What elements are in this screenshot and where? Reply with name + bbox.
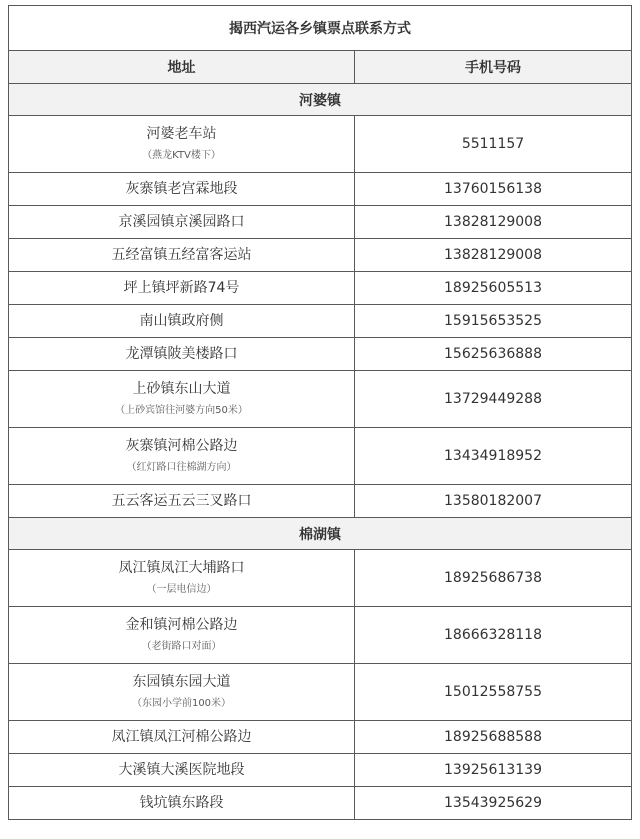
table-row [9, 428, 632, 485]
address-note: （老街路口对面） [141, 641, 222, 652]
address-cell [9, 754, 355, 787]
address-cell [9, 550, 355, 607]
section-header: 棉湖镇 [9, 518, 632, 550]
section-row [9, 84, 632, 116]
address-text: 京溪园镇京溪园路口 [118, 214, 245, 230]
phone-cell: 13580182007 [355, 485, 632, 518]
phone-cell: 13828129008 [355, 239, 632, 272]
address-note: （燕龙KTV楼下） [142, 150, 221, 161]
title-row [9, 6, 632, 51]
phone-cell: 13729449288 [355, 371, 632, 428]
table-row [9, 550, 632, 607]
phone-cell: 15915653525 [355, 305, 632, 338]
phone-cell: 13434918952 [355, 428, 632, 485]
table-row [9, 371, 632, 428]
address-note: （东园小学前100米） [131, 698, 232, 709]
address-cell [9, 272, 355, 305]
table-row [9, 338, 632, 371]
phone-cell: 13760156138 [355, 173, 632, 206]
table-row [9, 485, 632, 518]
address-text: 上砂镇东山大道 [132, 381, 231, 397]
phone-column-header: 手机号码 [355, 51, 632, 84]
phone-cell: 15012558755 [355, 664, 632, 721]
address-text: 东园镇东园大道 [132, 674, 231, 690]
address-note: （红灯路口往棉湖方向） [126, 462, 237, 473]
address-cell [9, 338, 355, 371]
address-text: 灰寨镇河棉公路边 [125, 438, 238, 454]
address-text: 南山镇政府侧 [139, 313, 224, 329]
contact-table-body [9, 6, 632, 820]
section-row [9, 518, 632, 550]
address-text: 大溪镇大溪医院地段 [118, 762, 245, 778]
table-row [9, 607, 632, 664]
phone-cell: 18925688588 [355, 721, 632, 754]
address-text: 河婆老车站 [146, 126, 217, 142]
address-cell [9, 305, 355, 338]
address-text: 坪上镇坪新路74号 [123, 280, 240, 296]
table-row [9, 173, 632, 206]
address-cell [9, 664, 355, 721]
phone-cell: 18925686738 [355, 550, 632, 607]
table-title: 揭西汽运各乡镇票点联系方式 [9, 6, 632, 51]
phone-cell: 18666328118 [355, 607, 632, 664]
table-row [9, 239, 632, 272]
address-cell [9, 485, 355, 518]
address-text: 金和镇河棉公路边 [125, 617, 238, 633]
table-row [9, 116, 632, 173]
phone-cell: 15625636888 [355, 338, 632, 371]
address-cell [9, 428, 355, 485]
phone-cell: 13925613139 [355, 754, 632, 787]
address-cell [9, 607, 355, 664]
table-row [9, 721, 632, 754]
address-cell [9, 206, 355, 239]
address-text: 龙潭镇陂美楼路口 [125, 346, 238, 362]
contact-table [8, 5, 632, 820]
address-column-header: 地址 [9, 51, 355, 84]
header-row [9, 51, 632, 84]
table-row [9, 787, 632, 820]
address-text: 五云客运五云三叉路口 [111, 493, 252, 509]
phone-cell: 5511157 [355, 116, 632, 173]
address-text: 凤江镇凤江大埔路口 [118, 560, 245, 576]
phone-cell: 13828129008 [355, 206, 632, 239]
table-row [9, 272, 632, 305]
address-note: （上砂宾馆往河婆方向50米） [115, 405, 248, 416]
address-cell [9, 371, 355, 428]
address-cell [9, 173, 355, 206]
table-row [9, 305, 632, 338]
table-row [9, 754, 632, 787]
address-cell [9, 239, 355, 272]
address-text: 五经富镇五经富客运站 [111, 247, 252, 263]
table-row [9, 664, 632, 721]
address-text: 灰寨镇老宫霖地段 [125, 181, 238, 197]
address-cell [9, 721, 355, 754]
address-text: 凤江镇凤江河棉公路边 [111, 729, 252, 745]
table-row [9, 206, 632, 239]
address-cell [9, 116, 355, 173]
address-cell [9, 787, 355, 820]
phone-cell: 18925605513 [355, 272, 632, 305]
address-note: （一层电信边） [146, 584, 217, 595]
phone-cell: 13543925629 [355, 787, 632, 820]
address-text: 钱坑镇东路段 [139, 795, 224, 811]
section-header: 河婆镇 [9, 84, 632, 116]
